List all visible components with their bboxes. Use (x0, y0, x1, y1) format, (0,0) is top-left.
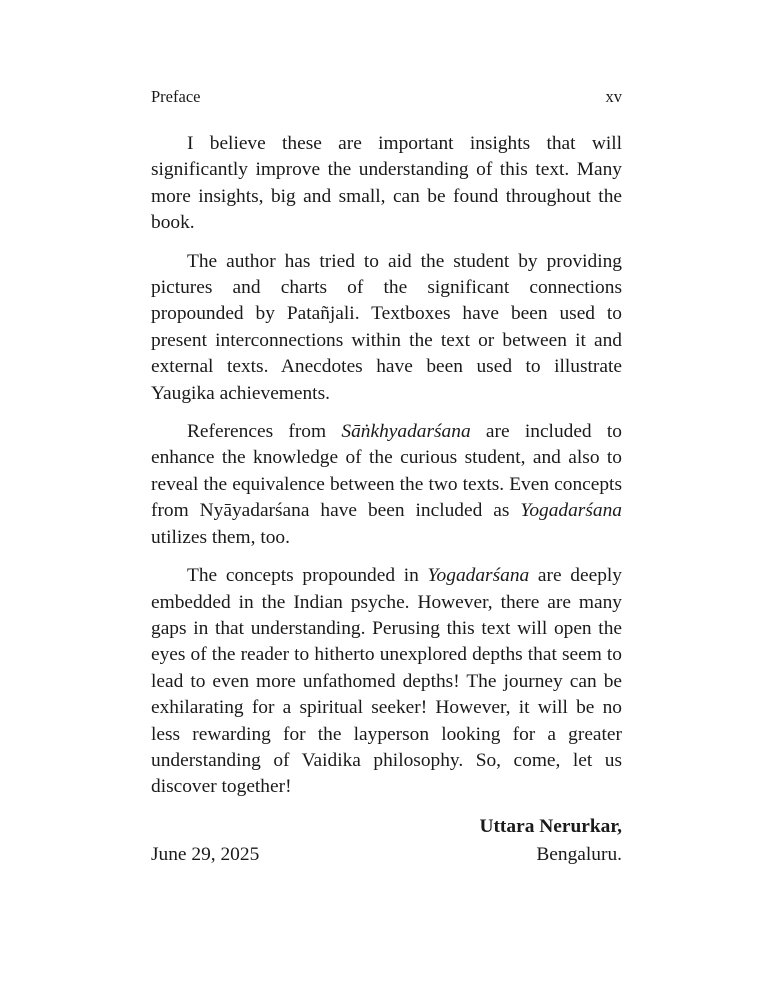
body-text (151, 131, 622, 801)
paragraph (151, 419, 622, 551)
paragraph (151, 563, 622, 801)
page (151, 86, 622, 869)
paragraph-text: utilizes them, too. (151, 526, 290, 548)
paragraph-text: are included to enhance the knowledge of the curious student, and also to reveal the equivalence between the two texts. Even concepts from Nyāyadarśana have been included as (151, 421, 622, 522)
date-place-line (151, 841, 622, 869)
page-number: xv (605, 87, 622, 106)
paragraph (151, 249, 622, 407)
paragraph-text: are deeply embedded in the Indian psyche. However, there are many gaps in that understanding. Perusing this text will open the eyes of the reader to hitherto unexplored depths that seem to lead to even more unfathomed depths! The journey can be exhilarating for a spiritual seeker! However, it will be no less rewarding for the layperson looking for a greater understanding of Vaidika philosophy. So, come, let us discover together! (151, 565, 622, 798)
paragraph-text: The author has tried to aid the student by providing pictures and charts of the significant connections propounded by Patañjali. Textboxes have been used to present interconnections within the text or between it and external texts. Anecdotes have been used to illustrate Yaugika achievements. (151, 250, 622, 404)
date: June 29, 2025 (151, 843, 260, 865)
place: Bengaluru. (536, 843, 622, 865)
paragraph-text: The concepts propounded in (187, 565, 428, 587)
paragraph-text: I believe these are important insights that will significantly improve the understanding of this text. Many more insights, big and small, can be found throughout the book. (151, 133, 622, 234)
running-head (151, 86, 622, 108)
section-title: Preface (151, 87, 201, 106)
author-signature: Uttara Nerurkar, (479, 815, 622, 837)
italic-term: Sāṅkhyadarśana (341, 421, 471, 443)
italic-term: Yogadarśana (520, 500, 622, 522)
paragraph (151, 131, 622, 237)
italic-term: Yogadarśana (427, 565, 530, 587)
paragraph-text: References from (187, 421, 342, 443)
